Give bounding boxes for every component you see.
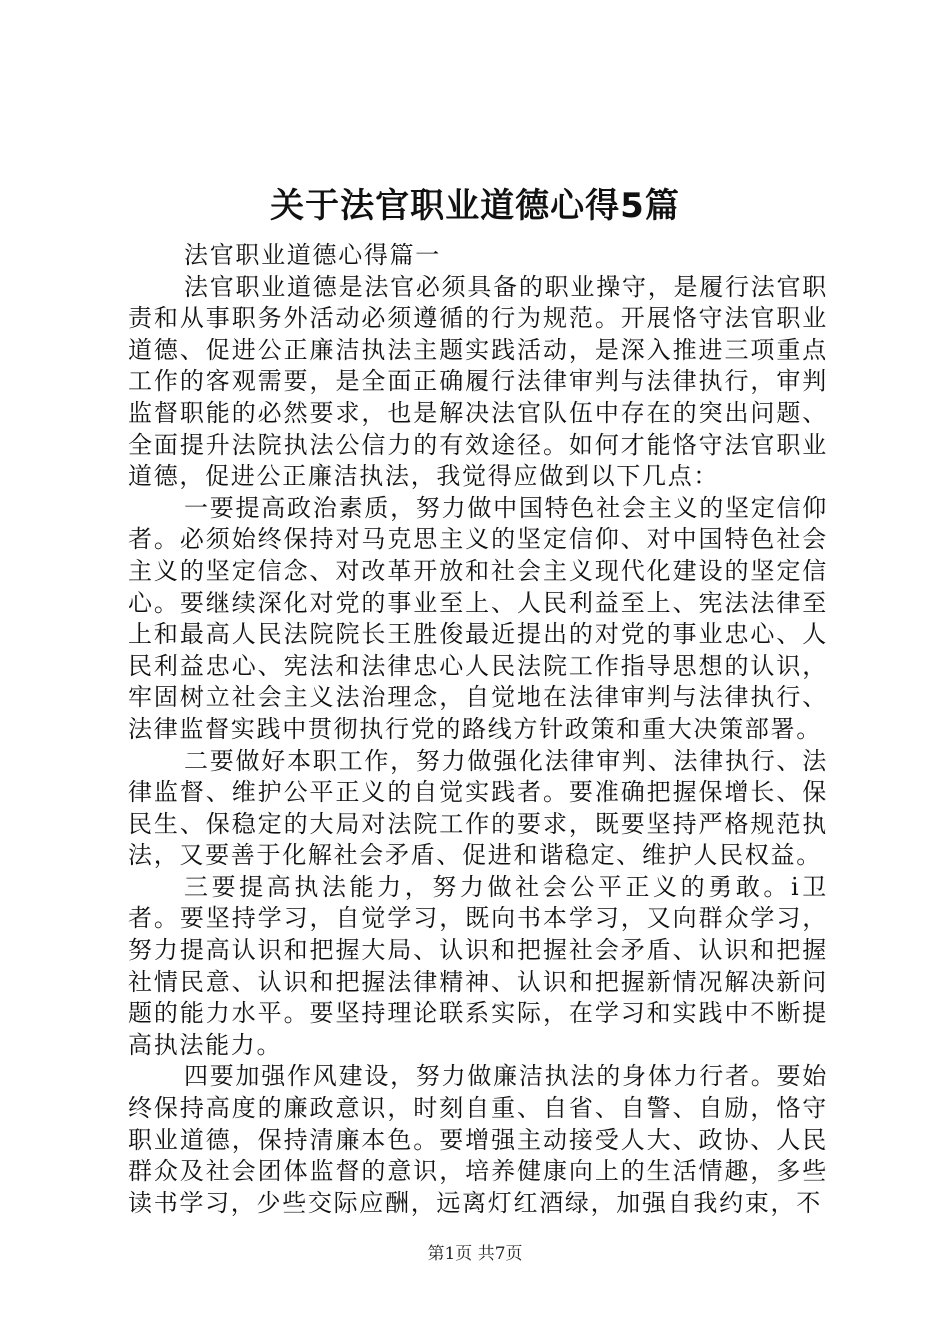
document-body: [128, 240, 828, 1219]
page-number-footer: 第1页 共7页: [427, 1244, 523, 1264]
paragraph-intro: 法官职业道德是法官必须具备的职业操守，是履行法官职责和从事职务外活动必须遵循的行为规范。开展恪守法官职业道德、促进公正廉洁执法主题实践活动，是深入推进三项重点工作的客观需要，是全面正确履行法律审判与法律执行，审判监督职能的必然要求，也是解决法官队伍中存在的突出问题、全面提升法院执法公信力的有效途径。如何才能恪守法官职业道德，促进公正廉洁执法，我觉得应做到以下几点：: [128, 272, 828, 491]
section-heading: 法官职业道德心得篇一: [184, 241, 441, 269]
document-title: 关于法官职业道德心得5篇: [270, 186, 680, 226]
paragraph-point-four: 四要加强作风建设，努力做廉洁执法的身体力行者。要始终保持高度的廉政意识，时刻自重、自省、自警、自励，恪守职业道德，保持清廉本色。要增强主动接受人大、政协、人民群众及社会团体监督的意识，培养健康向上的生活情趣，多些读书学习，少些交际应酬，远离灯红酒绿，加强自我约束，不: [128, 1062, 828, 1217]
paragraph-point-two: 二要做好本职工作，努力做强化法律审判、法律执行、法律监督、维护公平正义的自觉实践者。要准确把握保增长、保民生、保稳定的大局对法院工作的要求，既要坚持严格规范执法，又要善于化解社会矛盾、促进和谐稳定、维护人民权益。: [128, 746, 828, 870]
paragraph-point-one: 一要提高政治素质，努力做中国特色社会主义的坚定信仰者。必须始终保持对马克思主义的坚定信仰、对中国特色社会主义的坚定信念、对改革开放和社会主义现代化建设的坚定信心。要继续深化对党的事业至上、人民利益至上、宪法法律至上和最高人民法院院长王胜俊最近提出的对党的事业忠心、人民利益忠心、宪法和法律忠心人民法院工作指导思想的认识，牢固树立社会主义法治理念，自觉地在法律审判与法律执行、法律监督实践中贯彻执行党的路线方针政策和重大决策部署。: [128, 493, 828, 743]
paragraph-point-three: 三要提高执法能力，努力做社会公平正义的勇敢。i卫者。要坚持学习，自觉学习，既向书本学习，又向群众学习，努力提高认识和把握大局、认识和把握社会矛盾、认识和把握社情民意、认识和把握法律精神、认识和把握新情况解决新问题的能力水平。要坚持理论联系实际，在学习和实践中不断提高执法能力。: [128, 872, 828, 1059]
